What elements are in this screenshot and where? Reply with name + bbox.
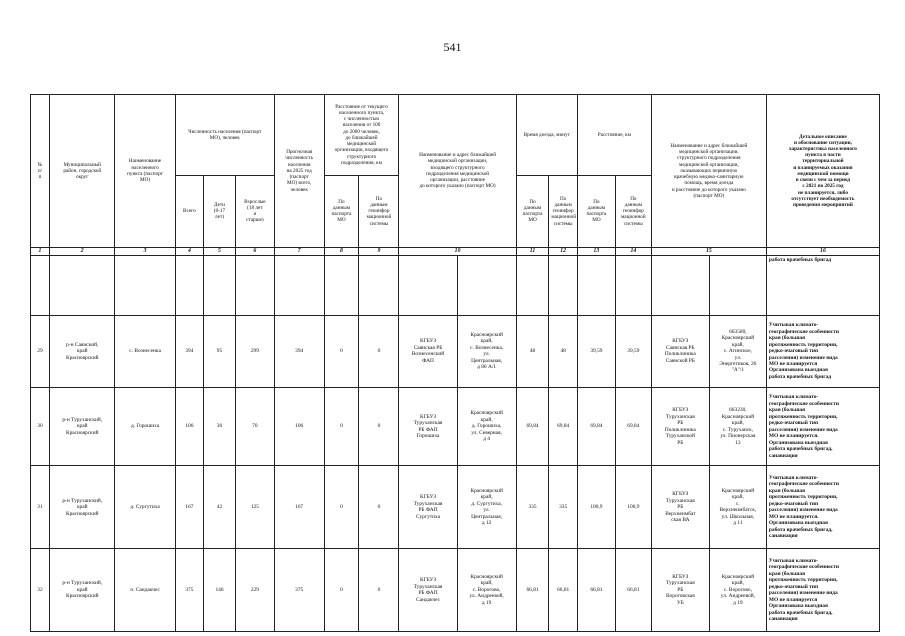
description-cell: Учитывая климато- географические особенности края (большая протяженность территории, редко-очаговый тип расселения) изменение вида МО не планируется. Организована выездная работа врачебных бригад, санавиация bbox=[766, 466, 879, 549]
column-number-row bbox=[31, 247, 880, 255]
header-cell: По данным паспорта МО bbox=[324, 175, 359, 247]
forecast-cell: 394 bbox=[274, 315, 324, 387]
mo-name-cell: КГБУЗ Туруханская РБ ФАП Сургутиха bbox=[399, 466, 457, 549]
description-cell: Учитывая климато- географические особенности края (большая протяженность территории, редко-очаговый тип расселения) изменение вида МО не планируется Организована выездная работа врачебных бригад, санавиация bbox=[766, 549, 879, 632]
settlement-cell: п. Сандакчес bbox=[115, 549, 175, 632]
header-cell: Дети (0-17 лет) bbox=[204, 175, 236, 247]
description-cell: Учитывая климато- географические особенности края (большая протяженность территории, редко-очаговый тип расселения) изменение вида МО не планируется. Организована выездная работа врачебных бригад, санавиация bbox=[766, 387, 879, 466]
header-cell: Взрослые (18 лет и старше) bbox=[235, 175, 274, 247]
km-passport-cell: 66,81 bbox=[577, 549, 615, 632]
mo-name-cell: КГБУЗ Туруханская РБ ФАП Сандакчес bbox=[399, 549, 457, 632]
header-cell: Расстояние от текущего населенного пункта, с численностью населения от 100 до 2000 человек, до ближайшей медицинской организации, входящего структурного подразделения, км bbox=[324, 95, 399, 176]
time-geo-cell: 66,81 bbox=[549, 549, 578, 632]
continuation-row bbox=[31, 256, 880, 315]
description-cell: Учитывая климато- географические особенности края (большая протяженность территории, редко-очаговый тип расселения) изменение вида МО не планируется Организована выездная работа врачебных бригад bbox=[766, 315, 879, 387]
column-number: 6 bbox=[235, 247, 274, 255]
district-cell: р-н Туруханский, край Красноярский bbox=[50, 387, 115, 466]
column-number: 16 bbox=[766, 247, 879, 255]
header-cell: Время доезда, минут bbox=[516, 95, 577, 176]
distance-geo-cell: 0 bbox=[359, 315, 399, 387]
table-cell bbox=[324, 256, 359, 315]
row-number: 30 bbox=[31, 387, 50, 466]
continued-note: работа врачебных бригад bbox=[766, 256, 879, 315]
primary-mo-address-cell: Красноярский край, с. Ворогово, ул. Андреевой, д 19 bbox=[709, 549, 766, 632]
time-geo-cell: 48 bbox=[549, 315, 578, 387]
column-number: 14 bbox=[615, 247, 651, 255]
table-cell bbox=[31, 256, 50, 315]
table-cell bbox=[516, 256, 549, 315]
primary-mo-name-cell: КГБУЗ Туруханская РБ Поликлиника Туруханской РБ bbox=[651, 387, 709, 466]
header-cell: Муниципальный район, городской округ bbox=[50, 95, 115, 248]
population-adults-cell: 229 bbox=[235, 549, 274, 632]
table-cell bbox=[549, 256, 578, 315]
column-number: 8 bbox=[324, 247, 359, 255]
table-cell bbox=[399, 256, 457, 315]
distance-passport-cell: 0 bbox=[324, 315, 359, 387]
column-number: 5 bbox=[204, 247, 236, 255]
table-cell bbox=[235, 256, 274, 315]
km-passport-cell: 69,84 bbox=[577, 387, 615, 466]
population-total-cell: 106 bbox=[175, 387, 204, 466]
time-passport-cell: 48 bbox=[516, 315, 549, 387]
time-geo-cell: 335 bbox=[549, 466, 578, 549]
row-number: 29 bbox=[31, 315, 50, 387]
primary-mo-name-cell: КГБУЗ Туруханская РБ Вороговская УБ bbox=[651, 549, 709, 632]
table-cell bbox=[615, 256, 651, 315]
distance-passport-cell: 0 bbox=[324, 387, 359, 466]
population-adults-cell: 70 bbox=[235, 387, 274, 466]
time-passport-cell: 66,81 bbox=[516, 549, 549, 632]
table-row bbox=[31, 466, 880, 549]
column-number: 7 bbox=[274, 247, 324, 255]
primary-mo-name-cell: КГБУЗ Саянская РБ Поликлиника Саянской РБ bbox=[651, 315, 709, 387]
population-total-cell: 167 bbox=[175, 466, 204, 549]
table-cell bbox=[577, 256, 615, 315]
population-total-cell: 394 bbox=[175, 315, 204, 387]
mo-address-cell: Красноярский край, с. Вознесенка, ул. Центральная, д 80 А/1 bbox=[457, 315, 516, 387]
table-cell bbox=[457, 256, 516, 315]
column-number: 13 bbox=[577, 247, 615, 255]
table-cell bbox=[204, 256, 236, 315]
district-cell: р-н Саянский, край Красноярский bbox=[50, 315, 115, 387]
table-cell bbox=[359, 256, 399, 315]
population-adults-cell: 125 bbox=[235, 466, 274, 549]
row-number: 32 bbox=[31, 549, 50, 632]
distance-geo-cell: 0 bbox=[359, 466, 399, 549]
header-cell: По данным паспорта МО bbox=[577, 175, 615, 247]
km-passport-cell: 39,59 bbox=[577, 315, 615, 387]
mo-address-cell: Красноярский край, д. Сургутиха, ул. Центральная, д 12 bbox=[457, 466, 516, 549]
distance-geo-cell: 0 bbox=[359, 549, 399, 632]
column-number: 15 bbox=[651, 247, 766, 255]
settlement-cell: д. Сургутиха bbox=[115, 466, 175, 549]
header-cell: Наименование населенного пункта (паспорт МО) bbox=[115, 95, 175, 248]
table-cell bbox=[709, 256, 766, 315]
header-cell: № п/ п bbox=[31, 95, 50, 248]
header-cell: Наименование и адрес ближайшей медицинской организации, структурного подразделения медицинской организации, оказывающих первичную врачебную медико-санитарную помощь, время доезда и расстояние до которого указано (паспорт МО) bbox=[651, 95, 766, 248]
table-cell bbox=[274, 256, 324, 315]
population-children-cell: 36 bbox=[204, 387, 236, 466]
header-cell: Наименование и адрес ближайшей медицинской организации, входящего структурного подразделения медицинской организации, расстояние до которого указано (паспорт МО) bbox=[399, 95, 516, 248]
distance-passport-cell: 0 bbox=[324, 466, 359, 549]
mo-address-cell: Красноярский край, с. Ворогово, ул. Андреевой, д 19 bbox=[457, 549, 516, 632]
column-number: 3 bbox=[115, 247, 175, 255]
mo-name-cell: КГБУЗ Саянская РБ Вознесенский ФАП bbox=[399, 315, 457, 387]
forecast-cell: 106 bbox=[274, 387, 324, 466]
time-passport-cell: 335 bbox=[516, 466, 549, 549]
mo-name-cell: КГБУЗ Туруханская РБ ФАП Горошиха bbox=[399, 387, 457, 466]
table-cell bbox=[115, 256, 175, 315]
km-geo-cell: 39,59 bbox=[615, 315, 651, 387]
district-cell: р-н Туруханский, край Красноярский bbox=[50, 549, 115, 632]
table-cell bbox=[651, 256, 709, 315]
header-cell: Всего bbox=[175, 175, 204, 247]
population-children-cell: 42 bbox=[204, 466, 236, 549]
row-number: 31 bbox=[31, 466, 50, 549]
forecast-cell: 375 bbox=[274, 549, 324, 632]
km-geo-cell: 100,9 bbox=[615, 466, 651, 549]
column-number: 11 bbox=[516, 247, 549, 255]
table-row bbox=[31, 549, 880, 632]
table-row bbox=[31, 315, 880, 387]
header-cell: Прогнозная численность населения на 2025 год (паспорт МО) всего, человек bbox=[274, 95, 324, 248]
header-cell: По данным геоинфор мационной системы bbox=[615, 175, 651, 247]
column-number: 12 bbox=[549, 247, 578, 255]
forecast-cell: 167 bbox=[274, 466, 324, 549]
header-cell: По данным паспорта МО bbox=[516, 175, 549, 247]
column-number: 9 bbox=[359, 247, 399, 255]
population-total-cell: 375 bbox=[175, 549, 204, 632]
distance-passport-cell: 0 bbox=[324, 549, 359, 632]
primary-mo-address-cell: 663580, Красноярский край, с. Агинское, ул. Энергетиков, 26 "А"/1 bbox=[709, 315, 766, 387]
header-cell: По данным геоинфор мационной системы bbox=[359, 175, 399, 247]
distance-geo-cell: 0 bbox=[359, 387, 399, 466]
column-number: 2 bbox=[50, 247, 115, 255]
column-number: 1 bbox=[31, 247, 50, 255]
time-passport-cell: 69,84 bbox=[516, 387, 549, 466]
primary-mo-address-cell: 663230, Красноярский край, с. Туруханск, ул. Пионерская 13 bbox=[709, 387, 766, 466]
km-geo-cell: 69,84 bbox=[615, 387, 651, 466]
table-cell bbox=[175, 256, 204, 315]
header-cell: Детальное описание и обоснование ситуации, характеристика населенного пункта в части территориальной и планируемых оказания медицинской помощи в связи с чем за период с 2021 по 2025 год не планируется, либо отсутствует необходимость проведения мероприятий bbox=[766, 95, 879, 248]
km-passport-cell: 100,9 bbox=[577, 466, 615, 549]
table-cell bbox=[50, 256, 115, 315]
district-cell: р-н Туруханский, край Красноярский bbox=[50, 466, 115, 549]
column-number: 4 bbox=[175, 247, 204, 255]
header-cell: По данным геоинфор мационной системы bbox=[549, 175, 578, 247]
header-row-1 bbox=[31, 95, 880, 176]
primary-mo-name-cell: КГБУЗ Туруханская РБ Верхнеимбат ская ВА bbox=[651, 466, 709, 549]
table-row bbox=[31, 387, 880, 466]
settlements-table bbox=[30, 94, 880, 632]
primary-mo-address-cell: Красноярский край, с. Верхнеимбатск, ул. Школьная, д 11 bbox=[709, 466, 766, 549]
settlement-cell: с. Вознесенка bbox=[115, 315, 175, 387]
population-children-cell: 146 bbox=[204, 549, 236, 632]
km-geo-cell: 66,81 bbox=[615, 549, 651, 632]
time-geo-cell: 69,84 bbox=[549, 387, 578, 466]
header-cell: Расстояние, км bbox=[577, 95, 651, 176]
column-number: 10 bbox=[399, 247, 516, 255]
population-children-cell: 95 bbox=[204, 315, 236, 387]
population-adults-cell: 299 bbox=[235, 315, 274, 387]
page-number: 541 bbox=[443, 40, 462, 54]
header-cell: Численность населения (паспорт МО), человек bbox=[175, 95, 274, 176]
settlement-cell: д. Горошиха bbox=[115, 387, 175, 466]
mo-address-cell: Красноярский край, д. Горошиха, ул. Северная, д 4 bbox=[457, 387, 516, 466]
